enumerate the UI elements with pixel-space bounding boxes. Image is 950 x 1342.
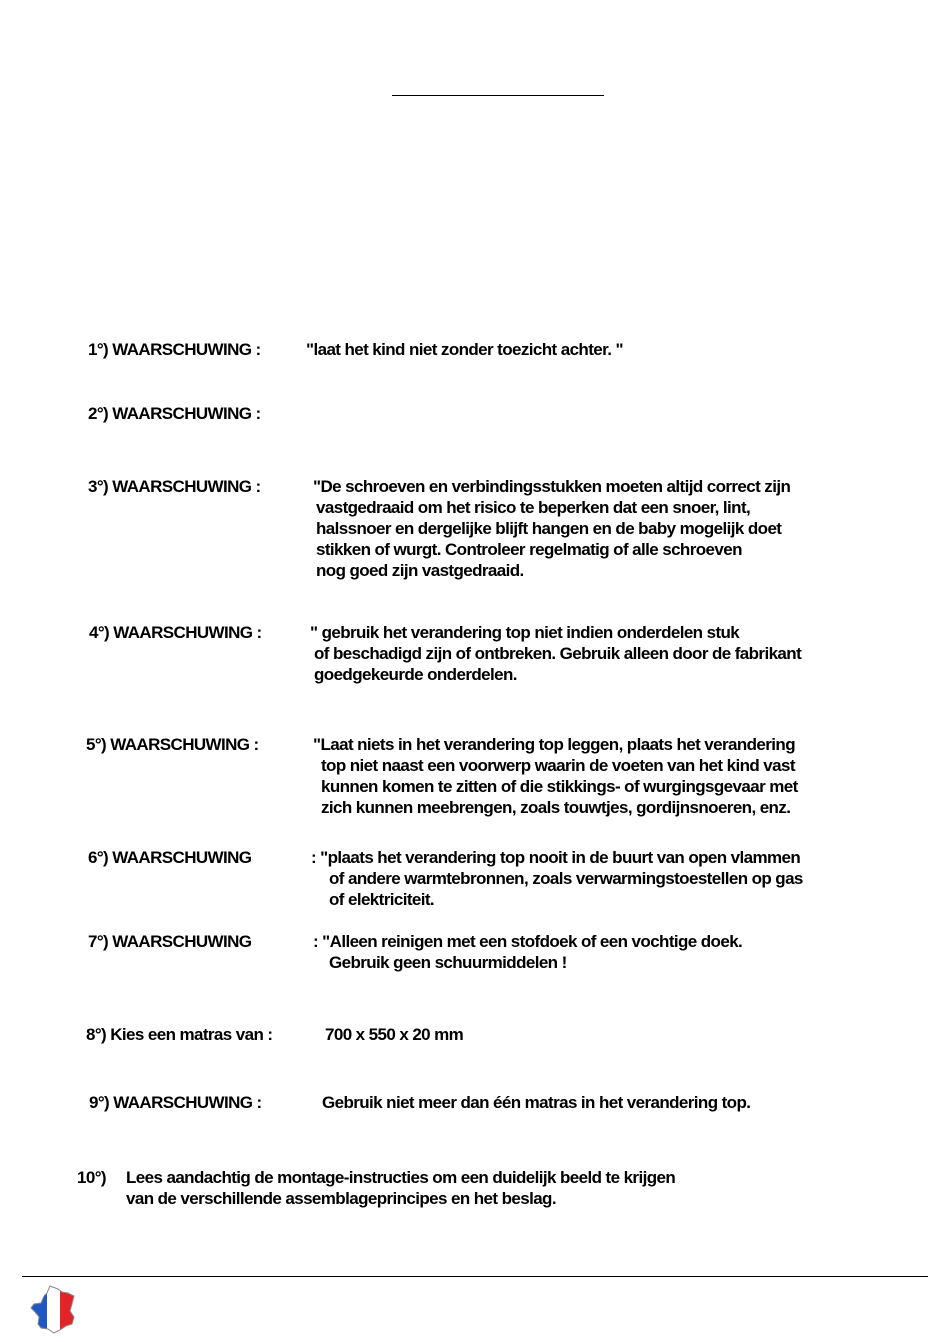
warning-6-text: : "plaats het verandering top nooit in de buurt van open vlammen of andere warmtebronnen, zoals verwarmingstoestellen op gas of elektriciteit. [311, 848, 803, 909]
mattress-size: 700 x 550 x 20 mm [325, 1025, 464, 1044]
warning-9-text: Gebruik niet meer dan één matras in het verandering top. [322, 1093, 751, 1112]
warning-2-label: 2°) WAARSCHUWING : [88, 404, 261, 423]
bottom-rule [22, 1276, 928, 1277]
warning-7-label: 7°) WAARSCHUWING [88, 932, 252, 951]
warning-4-label: 4°) WAARSCHUWING : [89, 623, 262, 642]
top-rule [392, 95, 604, 96]
warning-5-text: "Laat niets in het verandering top leggen, plaats het verandering top niet naast een voorwerp waarin de voeten van het kind vast kunnen komen te zitten of die stikkings- of wurgingsgevaar met zich kunnen meebrengen, zoals touwtjes, gordijnsnoeren, enz. [313, 735, 798, 817]
france-flag-map-icon [28, 1284, 80, 1336]
warning-6-label: 6°) WAARSCHUWING [88, 848, 252, 867]
warning-1-label: 1°) WAARSCHUWING : [88, 340, 261, 359]
warning-5-label: 5°) WAARSCHUWING : [86, 735, 259, 754]
warning-3-label: 3°) WAARSCHUWING : [88, 477, 261, 496]
warning-3-text: "De schroeven en verbindingsstukken moeten altijd correct zijn vastgedraaid om het risico te beperken dat een snoer, lint, halssnoer en dergelijke blijft hangen en de baby mogelijk doet stikken of wurgt. Controleer regelmatig of alle schroeven nog goed zijn vastgedraaid. [313, 477, 791, 580]
warning-4-text: " gebruik het verandering top niet indien onderdelen stuk of beschadigd zijn of ontbreken. Gebruik alleen door de fabrikant goedgekeurde onderdelen. [310, 623, 802, 684]
item-10-text: Lees aandachtig de montage-instructies om een duidelijk beeld te krijgen van de verschillende assemblageprincipes en het beslag. [126, 1168, 676, 1208]
item-8-label: 8°) Kies een matras van : [86, 1025, 273, 1044]
warning-1-text: "laat het kind niet zonder toezicht achter. " [306, 340, 623, 359]
warning-9-label: 9°) WAARSCHUWING : [89, 1093, 262, 1112]
warning-7-text: : "Alleen reinigen met een stofdoek of een vochtige doek. Gebruik geen schuurmiddelen ! [313, 932, 743, 972]
item-10-label: 10°) [77, 1168, 106, 1187]
